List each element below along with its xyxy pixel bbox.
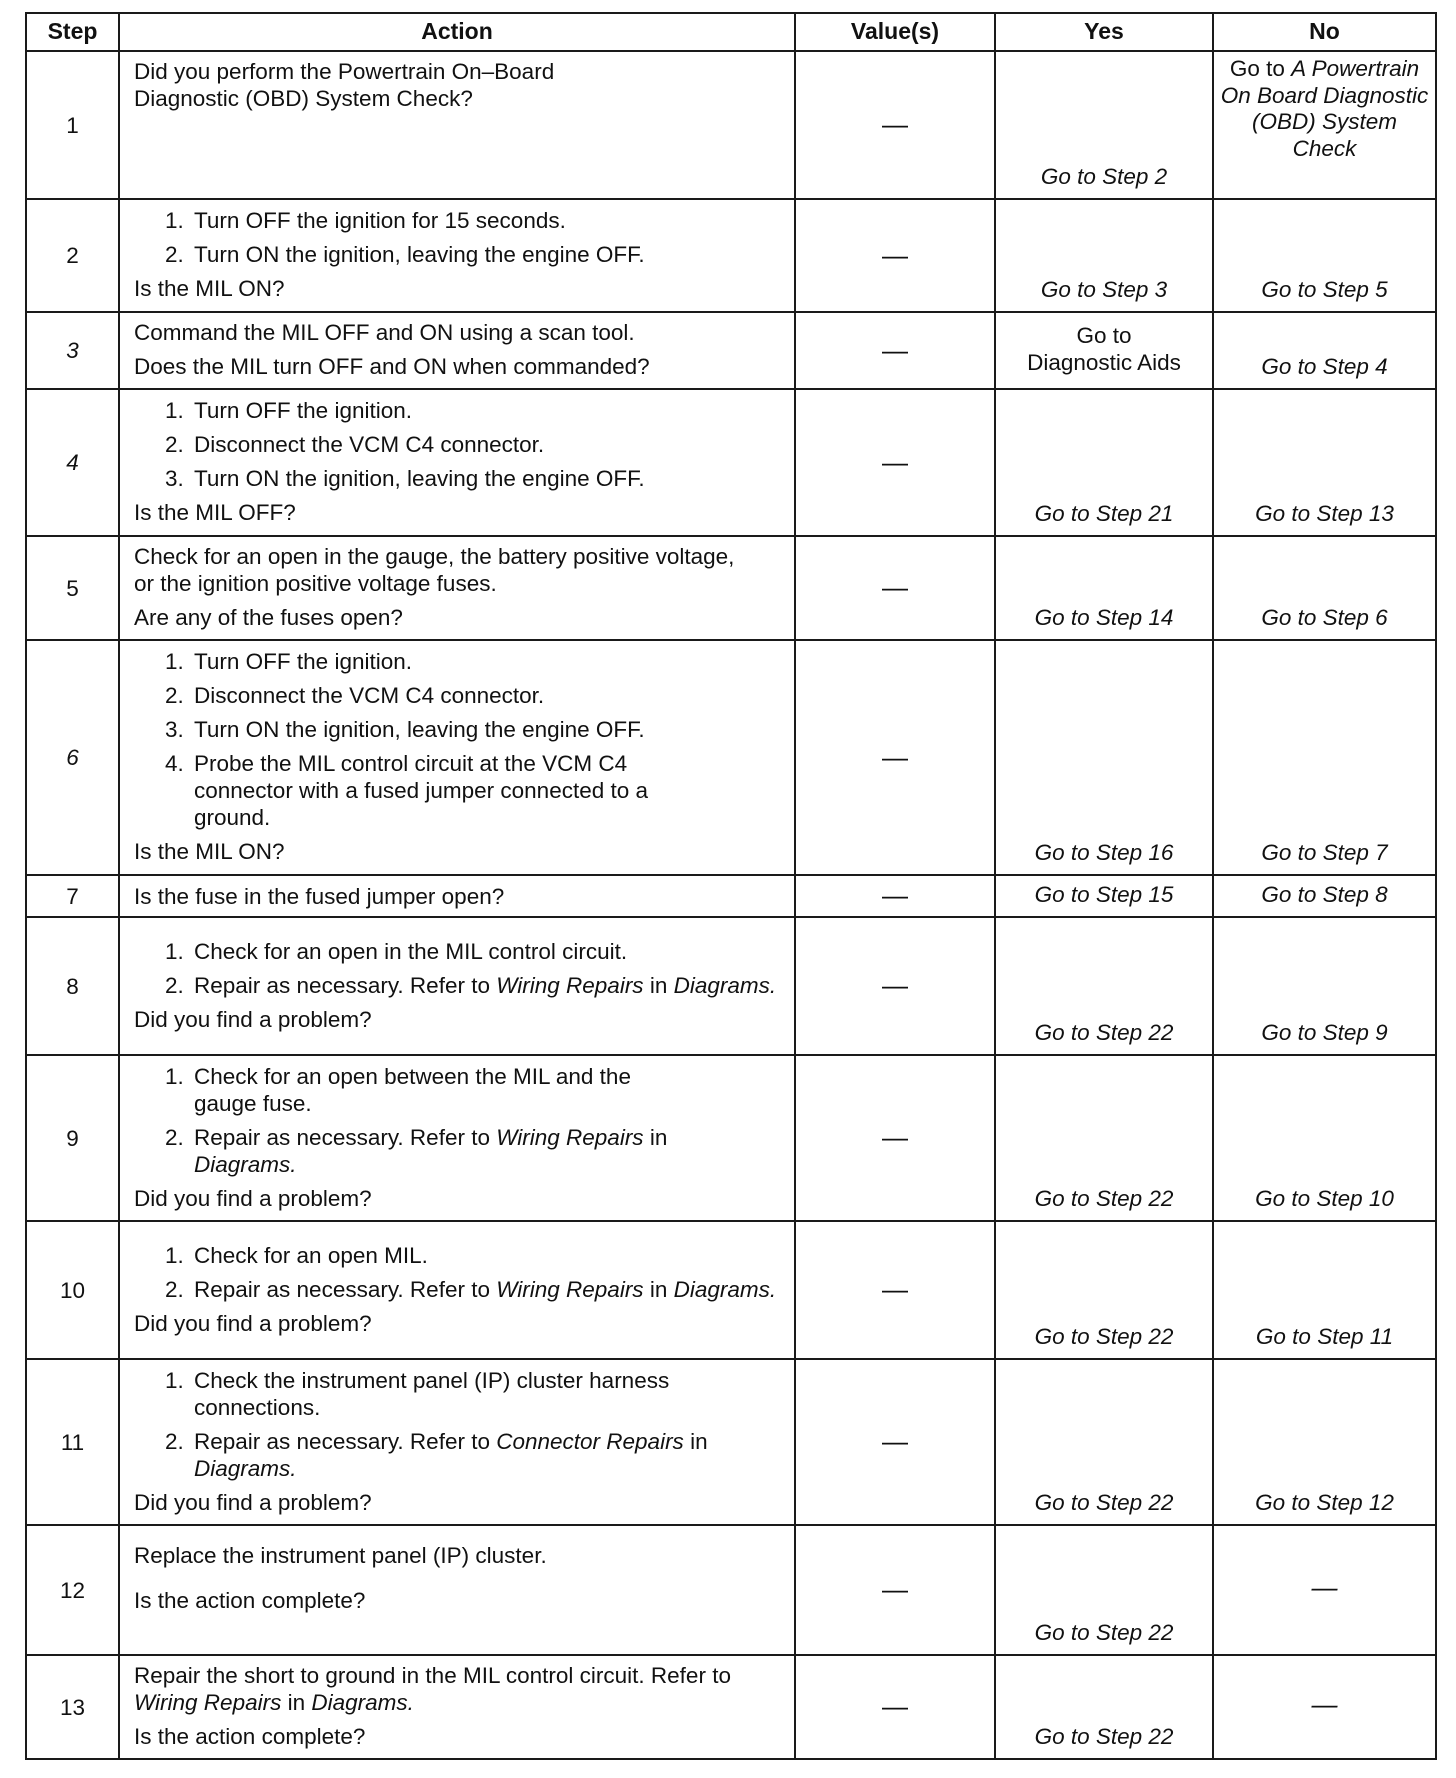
action-question: Is the MIL OFF? — [134, 500, 296, 525]
action-question: Does the MIL turn OFF and ON when commanded? — [134, 354, 650, 379]
action-text: Did you perform the Powertrain On–Board Diagnostic (OBD) System Check? — [134, 59, 555, 111]
yes-result — [995, 312, 1213, 389]
action-step — [190, 1428, 786, 1482]
action-step: 1. Check the instrument panel (IP) cluster harness connections. — [190, 1367, 786, 1421]
action-steps — [134, 1367, 786, 1482]
action-question: Is the MIL ON? — [134, 276, 285, 301]
no-result: Go to Step 9 — [1213, 917, 1436, 1055]
header-values: Value(s) — [795, 13, 995, 51]
yes-result: Go to Step 22 — [995, 1655, 1213, 1759]
yes-result: Go to Step 21 — [995, 389, 1213, 536]
reference-link: Diagrams. — [673, 1276, 777, 1302]
action-question: Did you find a problem? — [134, 1310, 372, 1336]
action-cell — [119, 917, 795, 1055]
step-number: 10 — [26, 1221, 119, 1359]
action-cell — [119, 1655, 795, 1759]
action-step-text: in — [643, 972, 674, 998]
value-dash: — — [795, 917, 995, 1055]
action-step: 1. Check for an open between the MIL and the gauge fuse. — [190, 1063, 696, 1117]
action-cell — [119, 1055, 795, 1221]
reference-link: Connector Repairs — [496, 1428, 684, 1454]
value-dash: — — [795, 389, 995, 536]
table-row — [26, 875, 1436, 917]
step-number: 7 — [26, 875, 119, 917]
table-row — [26, 51, 1436, 199]
no-result: Go to Step 12 — [1213, 1359, 1436, 1525]
yes-result: Go to Step 2 — [995, 51, 1213, 199]
table-row — [26, 640, 1436, 875]
step-number: 9 — [26, 1055, 119, 1221]
action-step-text: Repair as necessary. Refer to — [194, 1428, 497, 1454]
value-dash: — — [795, 640, 995, 875]
action-cell — [119, 1221, 795, 1359]
value-dash: — — [795, 536, 995, 640]
action-step: 3. Turn ON the ignition, leaving the engine OFF. — [190, 716, 726, 743]
no-result: Go to Step 10 — [1213, 1055, 1436, 1221]
table-row — [26, 536, 1436, 640]
header-step: Step — [26, 13, 119, 51]
action-question: Did you find a problem? — [134, 1185, 372, 1211]
reference-link: Wiring Repairs — [496, 1124, 644, 1150]
step-number: 12 — [26, 1525, 119, 1655]
action-question: Did you find a problem? — [134, 1489, 372, 1515]
action-step: 2. Turn ON the ignition, leaving the engine OFF. — [190, 241, 786, 268]
action-cell — [119, 640, 795, 875]
reference-link: Diagrams. — [194, 1455, 297, 1481]
reference-link: Wiring Repairs — [134, 1690, 282, 1715]
yes-result: Go to Step 22 — [995, 1525, 1213, 1655]
reference-link: Wiring Repairs — [496, 972, 644, 998]
action-step: 1. Check for an open MIL. — [190, 1242, 786, 1269]
reference-link: Wiring Repairs — [496, 1276, 644, 1302]
action-text: Replace the instrument panel (IP) cluster. — [134, 1543, 547, 1568]
action-cell — [119, 875, 795, 917]
no-result-prefix: Go to — [1229, 56, 1292, 81]
action-text: Is the fuse in the fused jumper open? — [134, 883, 505, 909]
action-step: 3. Turn ON the ignition, leaving the engine OFF. — [190, 465, 786, 492]
no-result: Go to Step 4 — [1213, 312, 1436, 389]
yes-result: Go to Step 3 — [995, 199, 1213, 312]
table-row — [26, 389, 1436, 536]
action-step — [190, 972, 786, 999]
no-result: Go to Step 7 — [1213, 640, 1436, 875]
action-cell — [119, 312, 795, 389]
no-result: Go to Step 8 — [1213, 875, 1436, 917]
action-question: Did you find a problem? — [134, 1006, 372, 1032]
table-row — [26, 1525, 1436, 1655]
action-text: Check for an open in the gauge, the battery positive voltage, or the ignition positive voltage fuses. — [134, 544, 735, 596]
reference-link: Diagrams. — [194, 1151, 297, 1177]
step-number: 3 — [26, 312, 119, 389]
action-steps — [134, 648, 786, 831]
no-result — [1213, 51, 1436, 199]
yes-result: Go to Step 22 — [995, 917, 1213, 1055]
action-step: 1. Turn OFF the ignition for 15 seconds. — [190, 207, 786, 234]
action-steps — [134, 1242, 786, 1303]
no-result: Go to Step 5 — [1213, 199, 1436, 312]
action-question: Is the action complete? — [134, 1724, 366, 1749]
action-steps — [134, 1063, 786, 1178]
yes-result-line1: Go to — [1076, 322, 1132, 348]
action-cell — [119, 1359, 795, 1525]
yes-result-line2: Diagnostic Aids — [1027, 349, 1181, 375]
table-row — [26, 199, 1436, 312]
no-result: Go to Step 6 — [1213, 536, 1436, 640]
action-step: 1. Turn OFF the ignition. — [190, 397, 786, 424]
action-text-part: Repair the short to ground in the MIL control circuit. Refer to — [134, 1663, 731, 1688]
action-step-text: in — [643, 1276, 674, 1302]
reference-link: Diagrams. — [311, 1690, 414, 1715]
yes-result: Go to Step 22 — [995, 1055, 1213, 1221]
no-result-dash: — — [1213, 1525, 1436, 1655]
yes-result: Go to Step 22 — [995, 1359, 1213, 1525]
action-steps — [134, 207, 786, 268]
reference-link: Diagrams. — [673, 972, 777, 998]
no-result-dash: — — [1213, 1655, 1436, 1759]
no-result: Go to Step 13 — [1213, 389, 1436, 536]
step-number: 4 — [26, 389, 119, 536]
action-steps — [134, 397, 786, 492]
table-row — [26, 1055, 1436, 1221]
action-step-text: in — [683, 1428, 708, 1454]
yes-result: Go to Step 15 — [995, 875, 1213, 917]
value-dash: — — [795, 1655, 995, 1759]
action-text: Command the MIL OFF and ON using a scan tool. — [134, 320, 635, 345]
action-step-text: Repair as necessary. Refer to — [194, 972, 497, 998]
action-step-text: in — [643, 1124, 668, 1150]
value-dash: — — [795, 199, 995, 312]
action-step: 2. Disconnect the VCM C4 connector. — [190, 682, 726, 709]
action-question: Is the action complete? — [134, 1588, 366, 1613]
value-dash: — — [795, 312, 995, 389]
yes-result: Go to Step 16 — [995, 640, 1213, 875]
table-row — [26, 312, 1436, 389]
action-steps — [134, 938, 786, 999]
step-number: 2 — [26, 199, 119, 312]
no-result-link: A Powertrain On Board Diagnostic (OBD) System Check — [1220, 56, 1429, 161]
action-step: 1. Check for an open in the MIL control circuit. — [190, 938, 786, 965]
table-row — [26, 1359, 1436, 1525]
value-dash: — — [795, 51, 995, 199]
header-no: No — [1213, 13, 1436, 51]
action-text — [134, 1662, 786, 1716]
action-question: Are any of the fuses open? — [134, 605, 403, 630]
action-step — [190, 1276, 786, 1303]
action-cell — [119, 536, 795, 640]
action-cell — [119, 51, 795, 199]
action-step: 2. Disconnect the VCM C4 connector. — [190, 431, 786, 458]
yes-result: Go to Step 14 — [995, 536, 1213, 640]
value-dash: — — [795, 1055, 995, 1221]
diagnostic-table — [25, 12, 1437, 1760]
action-step: 1. Turn OFF the ignition. — [190, 648, 726, 675]
step-number: 11 — [26, 1359, 119, 1525]
step-number: 6 — [26, 640, 119, 875]
value-dash: — — [795, 875, 995, 917]
action-cell — [119, 389, 795, 536]
table-row — [26, 1655, 1436, 1759]
table-row — [26, 917, 1436, 1055]
action-text-part: in — [281, 1690, 312, 1715]
action-question: Is the MIL ON? — [134, 839, 285, 864]
value-dash: — — [795, 1359, 995, 1525]
value-dash: — — [795, 1525, 995, 1655]
step-number: 1 — [26, 51, 119, 199]
action-step-text: Repair as necessary. Refer to — [194, 1276, 497, 1302]
value-dash: — — [795, 1221, 995, 1359]
step-number: 5 — [26, 536, 119, 640]
table-row — [26, 1221, 1436, 1359]
action-cell — [119, 199, 795, 312]
action-cell — [119, 1525, 795, 1655]
header-action: Action — [119, 13, 795, 51]
header-row — [26, 13, 1436, 51]
action-step — [190, 1124, 696, 1178]
no-result: Go to Step 11 — [1213, 1221, 1436, 1359]
step-number: 13 — [26, 1655, 119, 1759]
action-step: 4. Probe the MIL control circuit at the VCM C4 connector with a fused jumper connected to a ground. — [190, 750, 726, 831]
yes-result: Go to Step 22 — [995, 1221, 1213, 1359]
step-number: 8 — [26, 917, 119, 1055]
header-yes: Yes — [995, 13, 1213, 51]
action-step-text: Repair as necessary. Refer to — [194, 1124, 497, 1150]
